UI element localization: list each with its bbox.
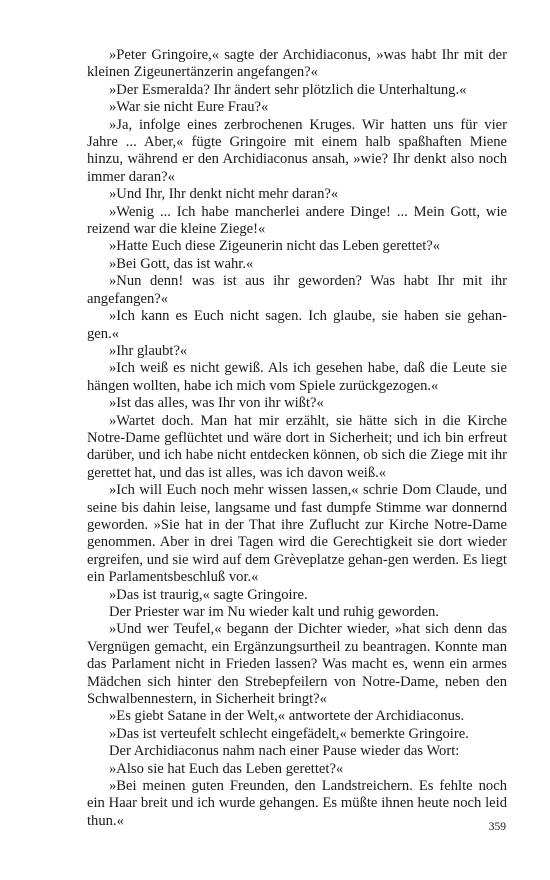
paragraph: »Wenig ... Ich habe mancherlei andere Dinge! ... Mein Gott, wie reizend war die kleine Ziege!« bbox=[87, 203, 507, 238]
paragraph: »Ist das alles, was Ihr von ihr wißt?« bbox=[109, 395, 324, 412]
paragraph: »Peter Gringoire,« sagte der Archidiaconus, »was habt Ihr mit der kleinen Zigeunertänzerin angefangen?« bbox=[87, 47, 507, 81]
paragraph: »Es giebt Satane in der Welt,« antwortete der Archidiaconus. bbox=[109, 708, 465, 725]
paragraph: »Wartet doch. Man hat mir erzählt, sie hätte sich in die Kirche Notre-Dame geflüchtet und wäre dort in Sicherheit; und ich bin erfreut darüber, und ich habe nicht entdecken können, ob sich die Ziege mit ihr gerettet hat, und das ist alles, was ich davon weiß.« bbox=[87, 412, 507, 481]
page-number: 359 bbox=[488, 821, 506, 833]
paragraph: Der Archidiaconus nahm nach einer Pause wieder das Wort: bbox=[109, 743, 460, 760]
paragraph: »Ich kann es Euch nicht sagen. Ich glaube, sie haben sie gehan-gen.« bbox=[87, 308, 507, 342]
paragraph: »War sie nicht Eure Frau?« bbox=[109, 99, 269, 116]
paragraph: Der Priester war im Nu wieder kalt und ruhig geworden. bbox=[109, 604, 439, 620]
paragraph: »Ich will Euch noch mehr wissen lassen,« schrie Dom Claude, und seine bis dahin leise, langsame und fast dumpfe Stimme war donnernd geworden. »Sie hat in der That ihre Zuflucht zur Kirche Notre-Dame genommen. Aber in drei Tagen wird die Gerechtigkeit sie dort wieder ergreifen, und sie wird auf dem Grèveplatze gehan-gen werden. Es liegt ein Parlamentsbeschluß vor.« bbox=[87, 482, 507, 586]
body-text bbox=[87, 47, 507, 830]
paragraph: »Das ist verteufelt schlecht eingefädelt,« bemerkte Gringoire. bbox=[109, 725, 469, 742]
paragraph: »Also sie hat Euch das Leben gerettet?« bbox=[109, 760, 344, 777]
paragraph: »Und wer Teufel,« begann der Dichter wieder, »hat sich denn das Vergnügen gemacht, ein Ergänzungsurtheil zu beantragen. Konnte man das Parlament nicht in Frieden lassen? Was macht es, wenn ein armes Mädchen sich hinter den Strebepfeilern von Notre-Dame, neben den Schwalbennestern, in Sicherheit bringt?« bbox=[87, 621, 507, 708]
paragraph: »Nun denn! was ist aus ihr geworden? Was habt Ihr mit ihr angefangen?« bbox=[87, 273, 507, 307]
paragraph: »Und Ihr, Ihr denkt nicht mehr daran?« bbox=[109, 186, 339, 203]
paragraph: »Ihr glaubt?« bbox=[109, 342, 188, 359]
paragraph: »Ja, infolge eines zerbrochenen Kruges. Wir hatten uns für vier Jahre ... Aber,« fügte Gringoire mit einem halb spaßhaften Miene hinzu, während er den Archidiaconus ansah, »wie? Ihr denkt also noch immer daran?« bbox=[87, 116, 507, 185]
paragraph: »Das ist traurig,« sagte Gringoire. bbox=[109, 586, 308, 603]
paragraph: »Bei Gott, das ist wahr.« bbox=[109, 255, 254, 272]
paragraph: »Der Esmeralda? Ihr ändert sehr plötzlich die Unterhaltung.« bbox=[109, 81, 467, 98]
paragraph: »Ich weiß es nicht gewiß. Als ich gesehen habe, daß die Leute sie hängen wollten, habe ich mich vom Spiele zurückgezogen.« bbox=[87, 360, 507, 394]
paragraph: »Hatte Euch diese Zigeunerin nicht das Leben gerettet?« bbox=[109, 238, 441, 255]
paragraph: »Bei meinen guten Freunden, den Landstreichern. Es fehlte noch ein Haar breit und ich wurde gehangen. Es müßte ihnen heute noch leid thun.« bbox=[87, 778, 507, 829]
